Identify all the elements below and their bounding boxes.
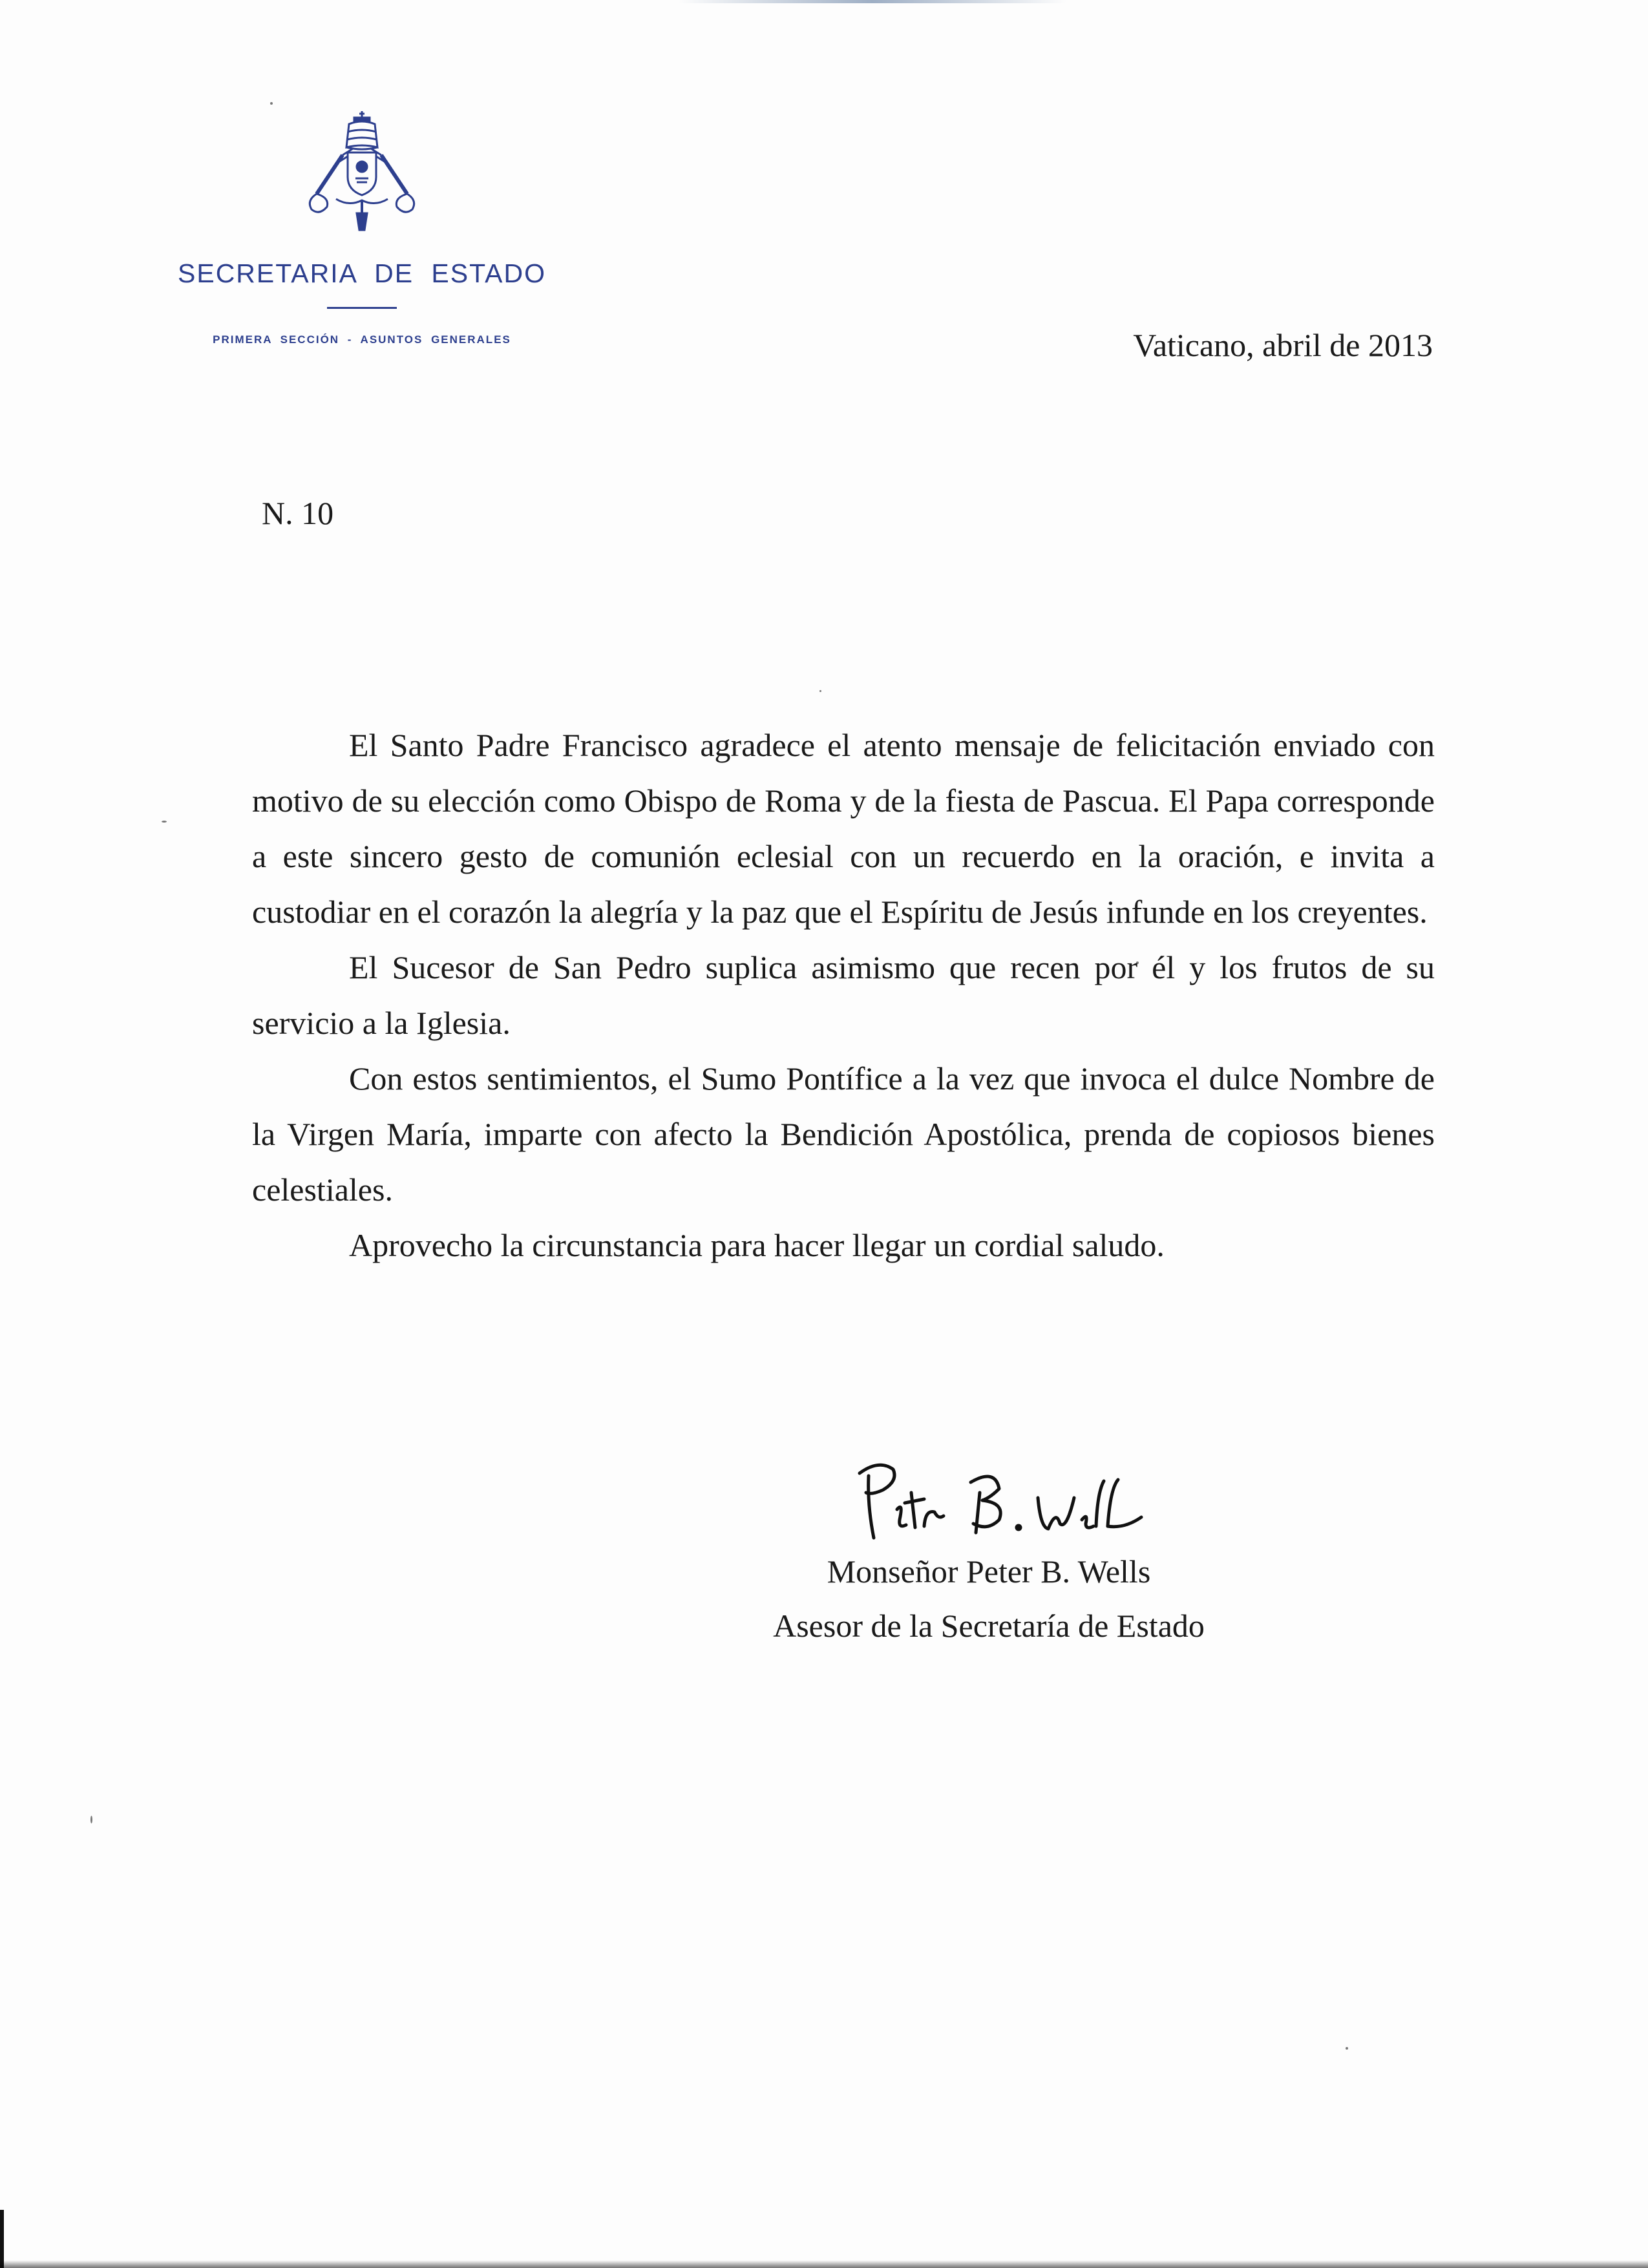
stray-mark	[162, 821, 167, 823]
letterhead-divider	[327, 307, 397, 309]
body-paragraph: El Sucesor de San Pedro suplica asimismo que recen por él y los frutos de su servicio a la Iglesia.	[252, 949, 1435, 1041]
reference-number: N. 10	[262, 495, 334, 531]
stray-mark	[1346, 2047, 1348, 2050]
body-paragraph: El Santo Padre Francisco agradece el atento mensaje de felicitación enviado con motivo de su elección como Obispo de Roma y de la fiesta de Pascua. El Papa corresponde a este sincero gesto de comunión eclesial con un recuerdo en la oración, e invita a custodiar en el corazón la alegría y la paz que el Espíritu de Jesús infunde en los creyentes.	[252, 727, 1435, 930]
papal-coat-of-arms-icon	[297, 110, 427, 233]
letter-body	[252, 717, 1435, 1273]
office-section: PRIMERA SECCIÓN - ASUNTOS GENERALES	[213, 333, 511, 346]
scan-artifact-top	[679, 0, 1066, 3]
stray-mark	[270, 102, 273, 105]
body-paragraph: Con estos sentimientos, el Sumo Pontífice a la vez que invoca el dulce Nombre de la Virgen María, imparte con afecto la Bendición Apostólica, prenda de copiosos bienes celestiales.	[252, 1060, 1435, 1208]
date-line: Vaticano, abril de 2013	[1133, 327, 1433, 363]
scan-artifact-left	[0, 2210, 4, 2268]
signature-block	[717, 1447, 1260, 1653]
signer-name: Monseñor Peter B. Wells	[827, 1553, 1151, 1590]
stray-mark	[819, 690, 821, 692]
stray-mark	[90, 1816, 92, 1823]
letterhead	[129, 110, 595, 346]
office-name: SECRETARIA DE ESTADO	[178, 258, 546, 288]
handwritten-signature	[821, 1447, 1183, 1551]
body-paragraph: Aprovecho la circunstancia para hacer llegar un cordial saludo.	[349, 1227, 1165, 1263]
scan-artifact-bottom	[0, 2260, 1648, 2268]
signer-title: Asesor de la Secretaría de Estado	[773, 1608, 1205, 1644]
